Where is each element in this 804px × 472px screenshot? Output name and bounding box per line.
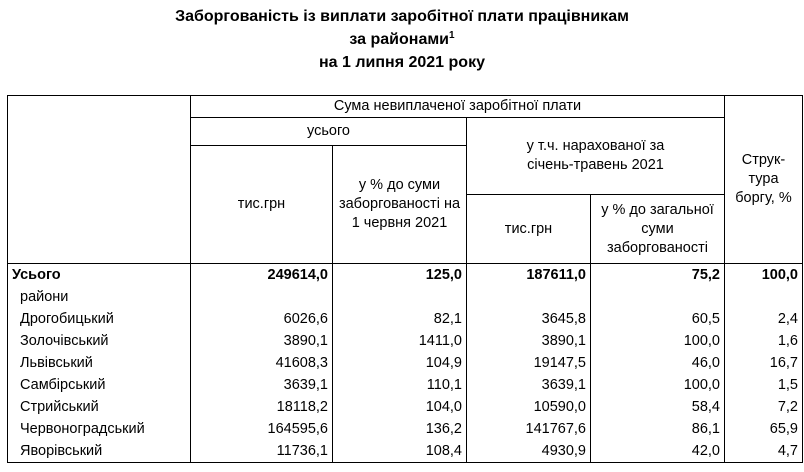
cell-pct: 104,9: [333, 352, 467, 374]
cell-accrued: 3639,1: [467, 374, 591, 396]
cell-share: 1,6: [725, 330, 803, 352]
cell-pct: 125,0: [333, 264, 467, 287]
header-name-column: [8, 96, 191, 264]
cell-pct: 104,0: [333, 396, 467, 418]
cell-total: 6026,6: [191, 308, 333, 330]
cell-accrued: 10590,0: [467, 396, 591, 418]
header-pct-of-total: у % до загальної суми заборгованості: [591, 195, 725, 264]
cell-accrued: 3645,8: [467, 308, 591, 330]
debt-table: [7, 95, 803, 463]
table-row-total: [8, 264, 803, 287]
cell-share: 65,9: [725, 418, 803, 440]
table-row: [8, 374, 803, 396]
table-row: [8, 308, 803, 330]
cell-total: 18118,2: [191, 396, 333, 418]
header-total: усього: [191, 118, 467, 146]
cell-share: 1,5: [725, 374, 803, 396]
cell-pct: 136,2: [333, 418, 467, 440]
cell-share: 16,7: [725, 352, 803, 374]
cell-pct2: 58,4: [591, 396, 725, 418]
header-thous-uah-2: тис.грн: [467, 195, 591, 264]
cell-accrued: 19147,5: [467, 352, 591, 374]
cell-share: 7,2: [725, 396, 803, 418]
cell-pct: 108,4: [333, 440, 467, 463]
row-name: Львівський: [8, 352, 191, 374]
row-name: Червоноградський: [8, 418, 191, 440]
cell-total: 3890,1: [191, 330, 333, 352]
header-accrued: у т.ч. нарахованої за січень-травень 2021: [467, 118, 725, 195]
cell-share: [725, 286, 803, 308]
table-row: [8, 352, 803, 374]
cell-pct2: 86,1: [591, 418, 725, 440]
cell-share: 4,7: [725, 440, 803, 463]
table-row-districts-label: [8, 286, 803, 308]
cell-pct2: 46,0: [591, 352, 725, 374]
header-pct-of-debt: у % до суми заборгованості на 1 червня 2021: [333, 146, 467, 264]
row-name: райони: [8, 286, 191, 308]
row-name: Стрийський: [8, 396, 191, 418]
footnote-mark: 1: [449, 30, 455, 41]
cell-accrued: [467, 286, 591, 308]
cell-accrued: 141767,6: [467, 418, 591, 440]
table-row: [8, 330, 803, 352]
cell-accrued: 187611,0: [467, 264, 591, 287]
row-name: Дрогобицький: [8, 308, 191, 330]
cell-pct: [333, 286, 467, 308]
cell-share: 2,4: [725, 308, 803, 330]
title-line-2: [0, 29, 804, 51]
cell-pct: 110,1: [333, 374, 467, 396]
cell-pct2: 60,5: [591, 308, 725, 330]
table-row: [8, 440, 803, 463]
cell-pct: 1411,0: [333, 330, 467, 352]
title-line-2-text: за районами: [349, 31, 450, 48]
title-line-3: на 1 липня 2021 року: [319, 54, 485, 71]
cell-total: 11736,1: [191, 440, 333, 463]
header-structure: Струк-тура боргу, %: [725, 96, 803, 264]
cell-pct2: 100,0: [591, 330, 725, 352]
row-name: Самбірський: [8, 374, 191, 396]
cell-pct2: 75,2: [591, 264, 725, 287]
cell-total: 249614,0: [191, 264, 333, 287]
cell-pct2: [591, 286, 725, 308]
row-name: Усього: [8, 264, 191, 287]
header-thous-uah: тис.грн: [191, 146, 333, 264]
row-name: Яворівський: [8, 440, 191, 463]
cell-accrued: 4930,9: [467, 440, 591, 463]
table-row: [8, 396, 803, 418]
header-group: Сума невиплаченої заробітної плати: [191, 96, 725, 118]
table-row: [8, 418, 803, 440]
cell-total: 3639,1: [191, 374, 333, 396]
cell-accrued: 3890,1: [467, 330, 591, 352]
title-line-1: Заборгованість із виплати заробітної плати працівникам: [175, 8, 629, 25]
row-name: Золочівський: [8, 330, 191, 352]
cell-total: 164595,6: [191, 418, 333, 440]
cell-total: 41608,3: [191, 352, 333, 374]
cell-pct: 82,1: [333, 308, 467, 330]
cell-pct2: 100,0: [591, 374, 725, 396]
cell-share: 100,0: [725, 264, 803, 287]
cell-pct2: 42,0: [591, 440, 725, 463]
cell-total: [191, 286, 333, 308]
